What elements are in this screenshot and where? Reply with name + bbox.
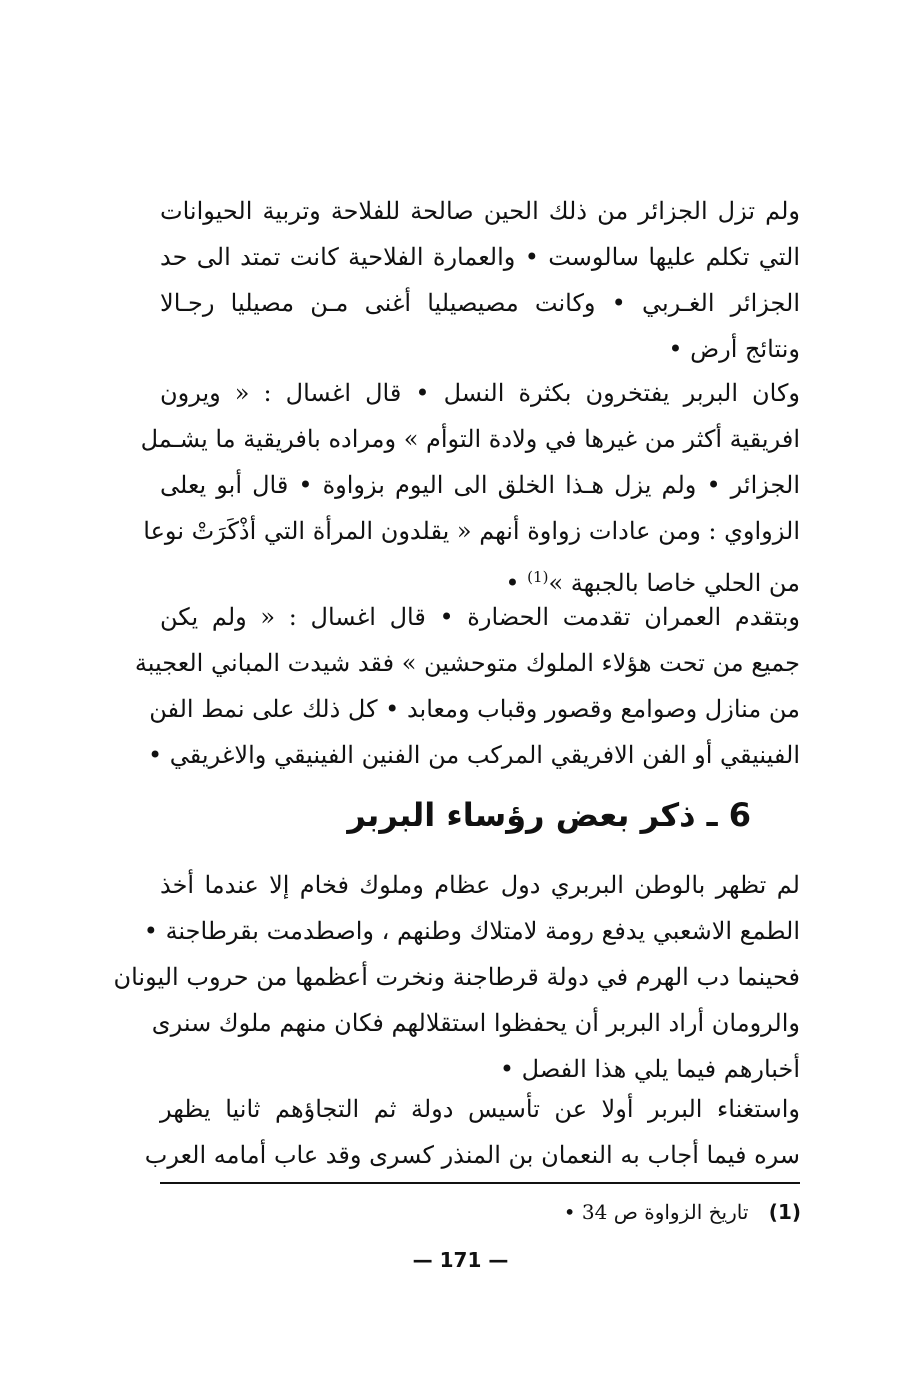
footnote-text: تاريخ الزواوة ص 34 • xyxy=(563,1200,749,1224)
text-line: سره فيما أجاب به النعمان بن المنذر كسرى وقد عاب أمامه العرب xyxy=(144,1141,800,1169)
text-line: التي تكلم عليها سالوست • والعمارة الفلاحية كانت تمتد الى حد xyxy=(160,243,800,271)
text-line: وبتقدم العمران تقدمت الحضارة • قال اغسال : « ولم يكن xyxy=(160,603,800,631)
text-line: الفينيقي أو الفن الافريقي المركب من الفنين الفينيقي والاغريقي • xyxy=(148,741,800,769)
text-line: والرومان أراد البربر أن يحفظوا استقلالهم فكان منهم ملوك سنرى xyxy=(151,1009,800,1037)
paragraph-civilization xyxy=(134,594,800,778)
text-line: من الحلي خاصا بالجبهة » xyxy=(548,569,800,597)
text-line: ونتائج أرض • xyxy=(668,335,800,363)
text-line: وكان البربر يفتخرون بكثرة النسل • قال اغسال : « ويرون xyxy=(160,379,800,407)
paragraph-kingdoms xyxy=(113,862,800,1092)
paragraph-independence xyxy=(144,1086,800,1178)
footnote-reference[interactable]: (1) xyxy=(527,568,549,586)
footnote-divider xyxy=(160,1182,800,1184)
text-line: لم تظهر بالوطن البربري دول عظام وملوك فخام إلا عندما أخذ xyxy=(160,871,800,899)
text-line: الجزائر • ولم يزل هـذا الخلق الى اليوم بزواوة • قال أبو يعلى xyxy=(160,471,800,499)
text-line: أخبارهم فيما يلي هذا الفصل • xyxy=(499,1055,800,1083)
text-line: الزواوي : ومن عادات زواوة أنهم « يقلدون المرأة التي أذْكَرَتْ نوعا xyxy=(143,517,800,545)
section-heading: 6 ـ ذكر بعض رؤساء البربر xyxy=(347,796,751,834)
text-line: ولم تزل الجزائر من ذلك الحين صالحة للفلاحة وتربية الحيوانات xyxy=(160,197,800,225)
text-line: جميع من تحت هؤلاء الملوك متوحشين » فقد شيدت المباني العجيبة xyxy=(134,649,800,677)
paragraph-agriculture xyxy=(160,188,800,372)
text-line: من منازل وصوامع وقصور وقباب ومعابد • كل ذلك على نمط الفن xyxy=(149,695,800,723)
text-line: الطمع الاشعبي يدفع رومة لامتلاك وطنهم ، واصطدمت بقرطاجنة • xyxy=(143,917,800,945)
footnote xyxy=(201,1196,801,1228)
sentence-end: • xyxy=(505,569,528,597)
paragraph-population xyxy=(140,370,800,606)
footnote-number: (1) xyxy=(768,1200,801,1224)
page-number: — 171 — xyxy=(412,1248,509,1272)
text-line: واستغناء البربر أولا عن تأسيس دولة ثم التجاؤهم ثانيا يظهر xyxy=(160,1095,800,1123)
text-line: فحينما دب الهرم في دولة قرطاجنة ونخرت أعظمها من حروب اليونان xyxy=(113,963,800,991)
text-line: الجزائر الغـربي • وكانت مصيصيليا أغنى مـن مصيليا رجـالا xyxy=(160,289,800,317)
text-line: افريقية أكثر من غيرها في ولادة التوأم » ومراده بافريقية ما يشـمل xyxy=(140,425,800,453)
